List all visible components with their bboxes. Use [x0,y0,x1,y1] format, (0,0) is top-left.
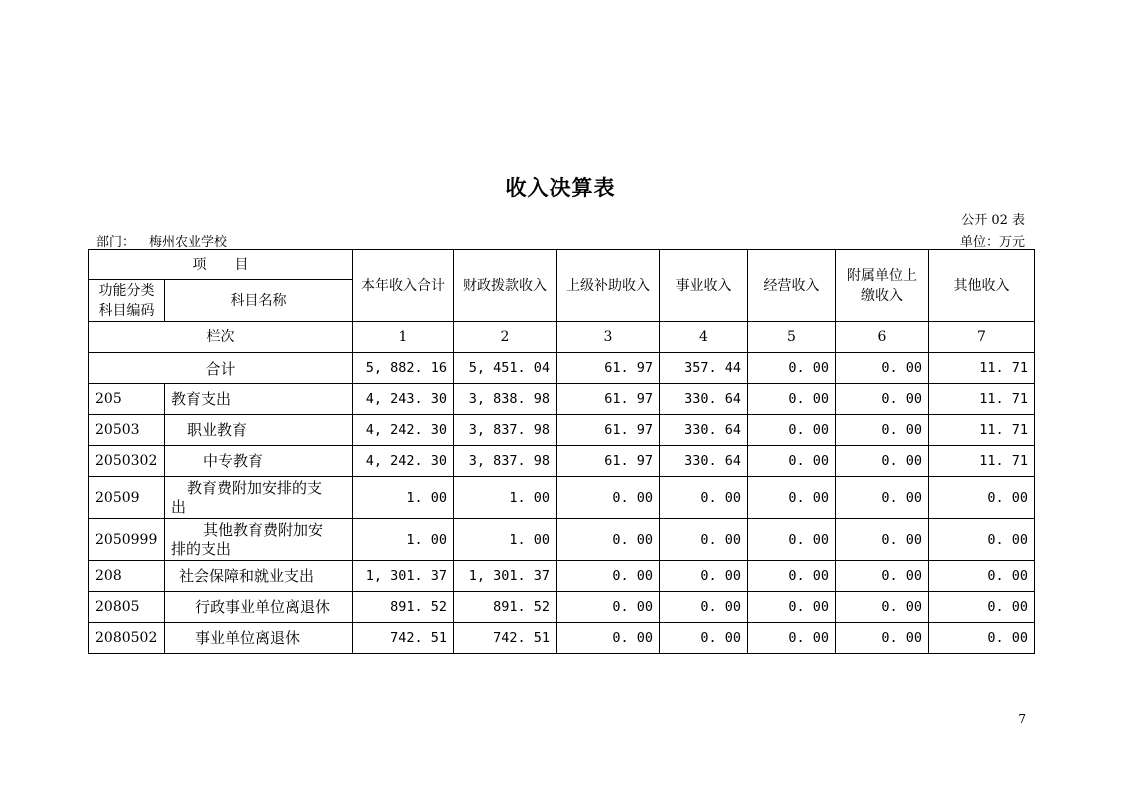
value-cell: 330. 64 [660,446,748,477]
header-func-code-line1: 功能分类 [98,282,155,299]
subject-name-line1: 教育费附加安排的支 [187,478,323,497]
header-col-7: 其他收入 [929,250,1035,322]
value-cell: 330. 64 [660,384,748,415]
column-index-7: 7 [929,322,1035,353]
value-cell: 0. 00 [836,477,929,519]
value-cell: 1. 00 [454,477,557,519]
form-number: 公开 02 表 [961,213,1025,228]
value-cell: 0. 00 [660,561,748,592]
column-index-2: 2 [454,322,557,353]
value-cell: 0. 00 [557,623,660,654]
subject-name: 职业教育 [165,415,353,446]
subject-code: 2050999 [89,519,165,561]
value-cell: 0. 00 [748,477,836,519]
value-cell: 0. 00 [836,446,929,477]
value-cell: 4, 242. 30 [353,446,454,477]
table-row [89,415,1035,446]
value-cell: 0. 00 [660,592,748,623]
subject-name: 行政事业单位离退休 [165,592,353,623]
value-cell: 742. 51 [454,623,557,654]
total-cell: 5, 882. 16 [353,353,454,384]
column-index-4: 4 [660,322,748,353]
value-cell: 0. 00 [929,519,1035,561]
value-cell: 891. 52 [353,592,454,623]
value-cell: 0. 00 [748,561,836,592]
value-cell: 891. 52 [454,592,557,623]
subject-name: 社会保障和就业支出 [165,561,353,592]
header-col-2: 财政拨款收入 [454,250,557,322]
table-row [89,561,1035,592]
value-cell: 0. 00 [929,561,1035,592]
subject-code: 2080502 [89,623,165,654]
value-cell: 61. 97 [557,446,660,477]
subject-code: 20509 [89,477,165,519]
header-col-6-line1: 附属单位上 [847,267,917,284]
total-cell: 357. 44 [660,353,748,384]
value-cell: 3, 838. 98 [454,384,557,415]
value-cell: 0. 00 [748,623,836,654]
total-label: 合计 [89,353,353,384]
value-cell: 0. 00 [836,384,929,415]
department-line [96,231,227,250]
value-cell: 11. 71 [929,384,1035,415]
header-func-code-line2: 科目编码 [98,302,155,319]
value-cell: 61. 97 [557,384,660,415]
value-cell: 0. 00 [557,519,660,561]
value-cell: 0. 00 [557,561,660,592]
value-cell: 0. 00 [748,384,836,415]
value-cell: 4, 242. 30 [353,415,454,446]
value-cell: 11. 71 [929,415,1035,446]
subject-name: 事业单位离退休 [165,623,353,654]
header-col-6 [836,250,929,322]
unit-label: 单位：万元 [959,235,1025,250]
value-cell: 0. 00 [748,592,836,623]
value-cell: 61. 97 [557,415,660,446]
header-col-4: 事业收入 [660,250,748,322]
subject-name [165,519,353,561]
value-cell: 330. 64 [660,415,748,446]
total-cell: 5, 451. 04 [454,353,557,384]
subject-code: 2050302 [89,446,165,477]
subject-name-line2: 排的支出 [171,539,232,558]
table-row [89,519,1035,561]
column-index-6: 6 [836,322,929,353]
table-row [89,384,1035,415]
table-row [89,446,1035,477]
value-cell: 0. 00 [836,415,929,446]
table-row [89,477,1035,519]
value-cell: 0. 00 [748,415,836,446]
subject-name: 中专教育 [165,446,353,477]
subject-name-line2: 出 [171,497,187,516]
value-cell: 0. 00 [836,592,929,623]
total-row [89,353,1035,384]
column-index-3: 3 [557,322,660,353]
subject-code: 205 [89,384,165,415]
total-cell: 61. 97 [557,353,660,384]
header-col-3: 上级补助收入 [557,250,660,322]
header-col-1: 本年收入合计 [353,250,454,322]
total-cell: 0. 00 [836,353,929,384]
value-cell: 3, 837. 98 [454,415,557,446]
department-name: 梅州农业学校 [149,235,228,250]
value-cell: 11. 71 [929,446,1035,477]
income-table [88,249,1035,654]
value-cell: 0. 00 [929,623,1035,654]
subject-name [165,477,353,519]
value-cell: 0. 00 [557,477,660,519]
value-cell: 1. 00 [454,519,557,561]
department-label: 部门： [96,235,136,250]
value-cell: 0. 00 [748,446,836,477]
page-number: 7 [1018,712,1026,726]
value-cell: 742. 51 [353,623,454,654]
total-cell: 0. 00 [748,353,836,384]
column-index-5: 5 [748,322,836,353]
column-index-1: 1 [353,322,454,353]
value-cell: 4, 243. 30 [353,384,454,415]
value-cell: 0. 00 [929,477,1035,519]
table-row [89,623,1035,654]
header-project: 项 目 [89,250,353,280]
subject-code: 208 [89,561,165,592]
subject-code: 20503 [89,415,165,446]
header-func-code [89,280,165,322]
value-cell: 1, 301. 37 [454,561,557,592]
value-cell: 0. 00 [836,561,929,592]
value-cell: 0. 00 [660,623,748,654]
header-col-6-line2: 缴收入 [861,287,903,304]
value-cell: 0. 00 [836,519,929,561]
value-cell: 0. 00 [557,592,660,623]
value-cell: 0. 00 [929,592,1035,623]
table-row [89,592,1035,623]
value-cell: 1. 00 [353,477,454,519]
value-cell: 0. 00 [748,519,836,561]
total-cell: 11. 71 [929,353,1035,384]
header-subject-name: 科目名称 [165,280,353,322]
value-cell: 3, 837. 98 [454,446,557,477]
header-col-5: 经营收入 [748,250,836,322]
value-cell: 1. 00 [353,519,454,561]
page-title: 收入决算表 [505,175,616,200]
value-cell: 0. 00 [660,477,748,519]
subject-name: 教育支出 [165,384,353,415]
subject-name-line1: 其他教育费附加安 [203,520,324,539]
value-cell: 0. 00 [660,519,748,561]
column-index-label: 栏次 [89,322,353,353]
value-cell: 0. 00 [836,623,929,654]
value-cell: 1, 301. 37 [353,561,454,592]
subject-code: 20805 [89,592,165,623]
